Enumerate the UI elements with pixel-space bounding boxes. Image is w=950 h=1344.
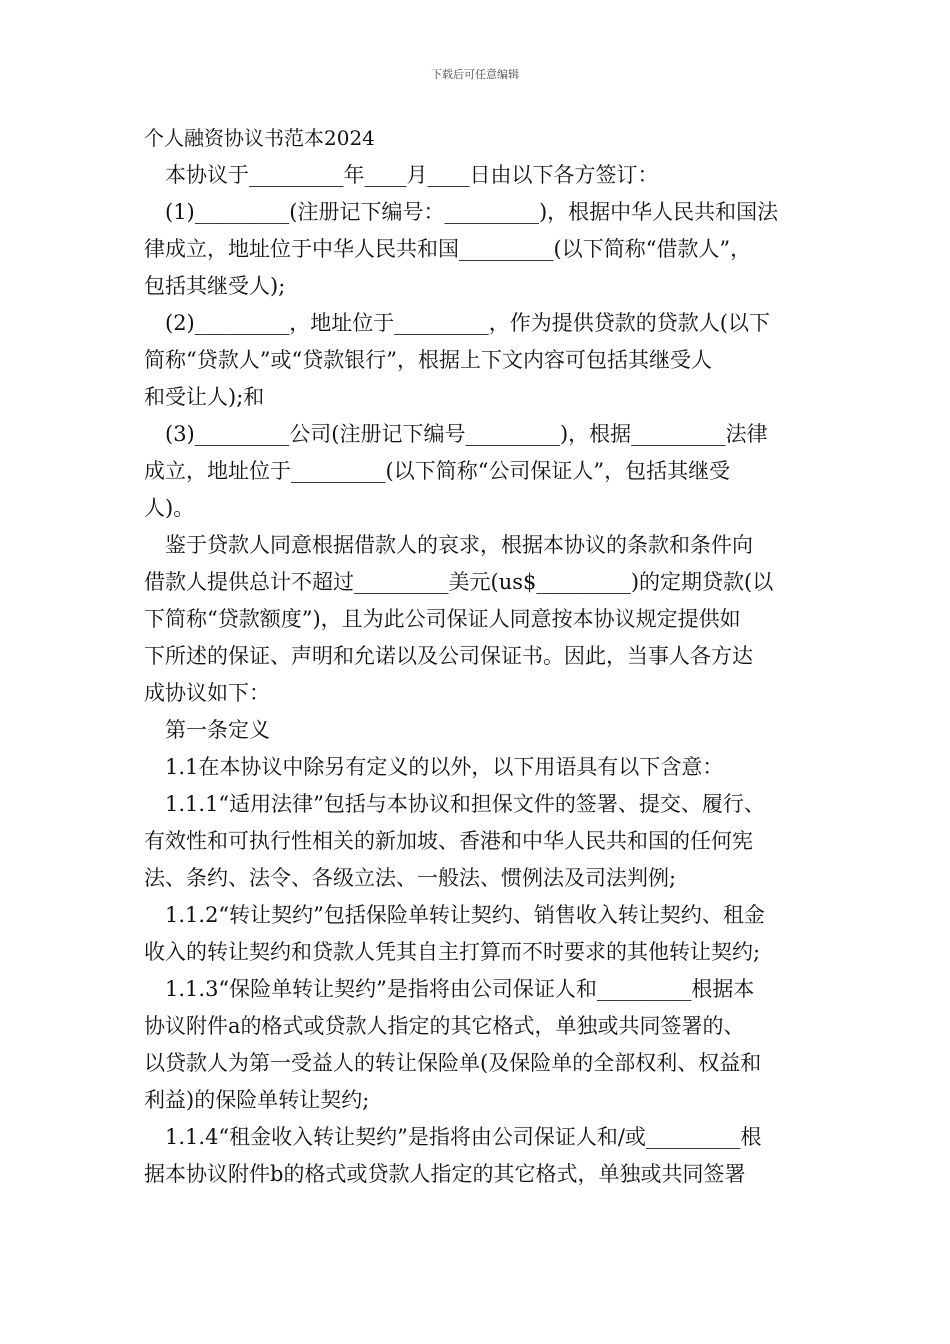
paragraph-line: 以贷款人为第一受益人的转让保险单(及保险单的全部权利、权益和 (144, 1051, 762, 1075)
paragraph-line: 律成立，地址位于中华人民共和国_________(以下简称“借款人”， (144, 237, 752, 261)
document-title: 个人融资协议书范本2024 (144, 126, 375, 150)
paragraph-line: (1)_________(注册记下编号：_________)，根据中华人民共和国法 (144, 200, 779, 224)
paragraph-line: 下简称“贷款额度”)，且为此公司保证人同意按本协议规定提供如 (144, 607, 741, 631)
paragraph-line: 1.1.3“保险单转让契约”是指将由公司保证人和_________根据本 (144, 977, 755, 1001)
paragraph-line: 借款人提供总计不超过_________美元(us$_________)的定期贷款(以 (144, 570, 774, 594)
paragraph-line: 下所述的保证、声明和允诺以及公司保证书。因此，当事人各方达 (144, 644, 753, 668)
paragraph-line: 包括其继受人); (144, 274, 286, 298)
document-body (144, 120, 816, 1193)
paragraph-line: 和受让人);和 (144, 385, 265, 409)
paragraph-line: 本协议于_________年____月____日由以下各方签订： (144, 163, 659, 187)
paragraph-line: 1.1.1“适用法律”包括与本协议和担保文件的签署、提交、履行、 (144, 792, 765, 816)
section-heading: 第一条定义 (144, 718, 270, 742)
paragraph-line: 利益)的保险单转让契约; (144, 1088, 370, 1112)
paragraph-line: 法、条约、法令、各级立法、一般法、惯例法及司法判例; (144, 866, 677, 890)
paragraph-line: 协议附件a的格式或贷款人指定的其它格式，单独或共同签署的、 (144, 1014, 745, 1038)
paragraph-line: 据本协议附件b的格式或贷款人指定的其它格式，单独或共同签署 (144, 1162, 746, 1186)
paragraph-line: 1.1.4“租金收入转让契约”是指将由公司保证人和/或_________根 (144, 1125, 762, 1149)
paragraph-line: 人)。 (144, 496, 195, 520)
paragraph-line: 成立，地址位于_________(以下简称“公司保证人”，包括其继受 (144, 459, 731, 483)
paragraph-line: 简称“贷款人”或“贷款银行”，根据上下文内容可包括其继受人 (144, 348, 712, 372)
paragraph-line: (2)_________，地址位于_________，作为提供贷款的贷款人(以下 (144, 311, 770, 335)
paragraph-line: 鉴于贷款人同意根据借款人的哀求，根据本协议的条款和条件向 (144, 533, 753, 557)
paragraph-line: 1.1.2“转让契约”包括保险单转让契约、销售收入转让契约、租金 (144, 903, 765, 927)
page-header: 下载后可任意编辑 (431, 68, 519, 81)
paragraph-line: 收入的转让契约和贷款人凭其自主打算而不时要求的其他转让契约; (144, 940, 761, 964)
paragraph-line: 1.1在本协议中除另有定义的以外，以下用语具有以下含意： (144, 755, 724, 779)
paragraph-line: (3)_________公司(注册记下编号_________)，根据_________法律 (144, 422, 768, 446)
paragraph-line: 成协议如下： (144, 681, 270, 705)
paragraph-line: 有效性和可执行性相关的新加坡、香港和中华人民共和国的任何宪 (144, 829, 753, 853)
